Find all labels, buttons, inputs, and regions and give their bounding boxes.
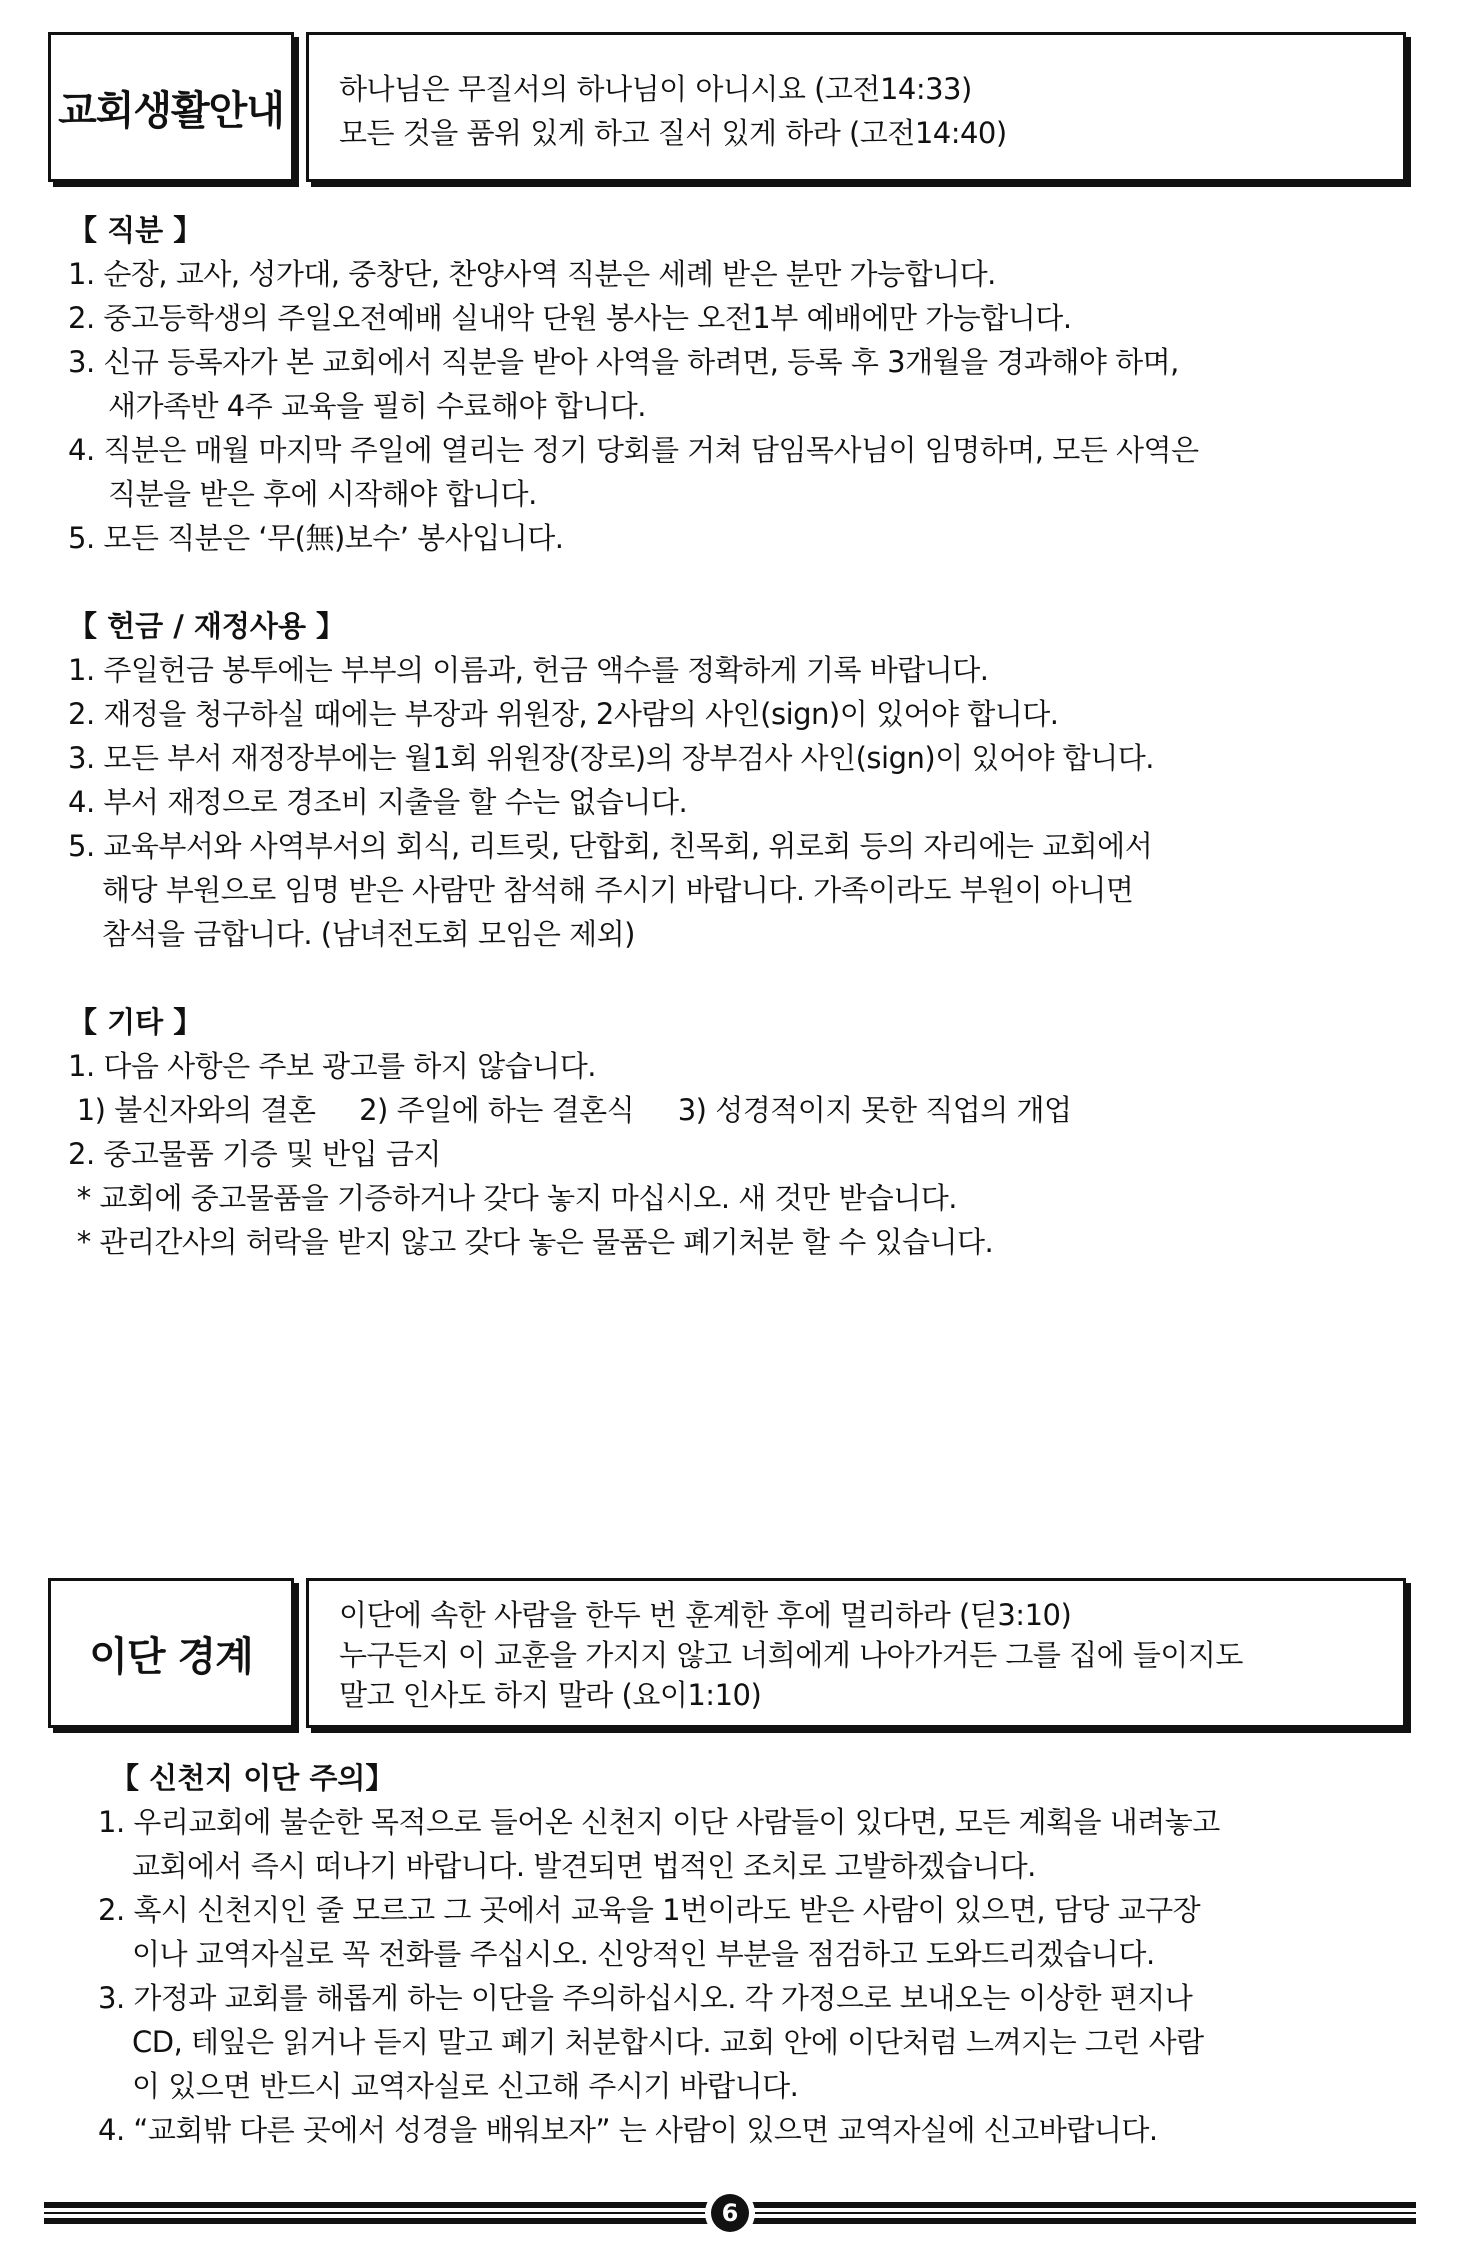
- section2-verse-box: [306, 1578, 1406, 1728]
- section1-verse: 모든 것을 품위 있게 하고 질서 있게 하라 (고전14:40): [339, 116, 1007, 150]
- group-heading: 【 신천지 이단 주의】: [110, 1761, 395, 1795]
- page-footer: [44, 2199, 1416, 2227]
- section2-body: [98, 1756, 1418, 2152]
- list-item: 해당 부원으로 임명 받은 사람만 참석해 주시기 바랍니다. 가족이라도 부원이 아니면: [102, 873, 1134, 907]
- list-item: 2. 혹시 신천지인 줄 모르고 그 곳에서 교육을 1번이라도 받은 사람이 있으면, 담당 교구장: [98, 1893, 1201, 1927]
- list-item: 3. 모든 부서 재정장부에는 월1회 위원장(장로)의 장부검사 사인(sign)이 있어야 합니다.: [68, 741, 1154, 775]
- list-item: 2. 재정을 청구하실 때에는 부장과 위원장, 2사람의 사인(sign)이 있어야 합니다.: [68, 697, 1059, 731]
- list-item: 5. 교육부서와 사역부서의 회식, 리트릿, 단합회, 친목회, 위로회 등의 자리에는 교회에서: [68, 829, 1153, 863]
- group-heading: 【 헌금 / 재정사용 】: [68, 609, 346, 643]
- etc-group: [68, 1000, 1408, 1264]
- list-item: 이나 교역자실로 꼭 전화를 주십시오. 신앙적인 부분을 점검하고 도와드리겠습니다.: [132, 1937, 1155, 1971]
- section2-verse: 누구든지 이 교훈을 가지지 않고 너희에게 나아가거든 그를 집에 들이지도: [339, 1638, 1243, 1672]
- list-item: * 교회에 중고물품을 기증하거나 갖다 놓지 마십시오. 새 것만 받습니다.: [68, 1181, 958, 1215]
- list-item: 참석을 금합니다. (남녀전도회 모임은 제외): [102, 917, 635, 951]
- list-item: CD, 테잎은 읽거나 듣지 말고 폐기 처분합시다. 교회 안에 이단처럼 느껴지는 그런 사람: [132, 2025, 1204, 2059]
- section1-title-box: [48, 32, 294, 182]
- section2-title: 이단 경계: [89, 1633, 253, 1680]
- offering-group: [68, 604, 1408, 956]
- list-item: 3. 신규 등록자가 본 교회에서 직분을 받아 사역을 하려면, 등록 후 3개월을 경과해야 하며,: [68, 345, 1179, 379]
- section2-verse: 말고 인사도 하지 말라 (요이1:10): [339, 1678, 762, 1712]
- list-item: 3. 가정과 교회를 해롭게 하는 이단을 주의하십시오. 각 가정으로 보내오는 이상한 편지나: [98, 1981, 1193, 2015]
- list-item: 1. 주일헌금 봉투에는 부부의 이름과, 헌금 액수를 정확하게 기록 바랍니다.: [68, 653, 989, 687]
- duties-group: [68, 208, 1408, 560]
- section1-title: 교회생활안내: [58, 87, 284, 134]
- list-item: 새가족반 4주 교육을 필히 수료해야 합니다.: [108, 389, 646, 423]
- list-item: 5. 모든 직분은 ‘무(無)보수’ 봉사입니다.: [68, 521, 564, 555]
- list-item: 교회에서 즉시 떠나기 바랍니다. 발견되면 법적인 조치로 고발하겠습니다.: [132, 1849, 1036, 1883]
- list-item: 이 있으면 반드시 교역자실로 신고해 주시기 바랍니다.: [132, 2069, 799, 2103]
- section1-verse: 하나님은 무질서의 하나님이 아니시요 (고전14:33): [339, 72, 972, 106]
- page-number: 6: [711, 2194, 749, 2232]
- section2-title-box: [48, 1578, 294, 1728]
- section2-verse: 이단에 속한 사람을 한두 번 훈계한 후에 멀리하라 (딛3:10): [339, 1598, 1072, 1632]
- list-item: 4. “교회밖 다른 곳에서 성경을 배워보자” 는 사람이 있으면 교역자실에 신고바랍니다.: [98, 2113, 1158, 2147]
- list-item: 2. 중고물품 기증 및 반입 금지: [68, 1137, 441, 1171]
- list-item: * 관리간사의 허락을 받지 않고 갖다 놓은 물품은 폐기처분 할 수 있습니다.: [68, 1225, 994, 1259]
- group-heading: 【 직분 】: [68, 213, 203, 247]
- list-item: 4. 부서 재정으로 경조비 지출을 할 수는 없습니다.: [68, 785, 688, 819]
- section1-verse-box: [306, 32, 1406, 182]
- list-item: 1. 우리교회에 불순한 목적으로 들어온 신천지 이단 사람들이 있다면, 모든 계획을 내려놓고: [98, 1805, 1220, 1839]
- section1-body: [68, 208, 1408, 1264]
- heresy-group: [98, 1756, 1418, 2152]
- list-item: 1. 순장, 교사, 성가대, 중창단, 찬양사역 직분은 세례 받은 분만 가능합니다.: [68, 257, 996, 291]
- list-item: 2. 중고등학생의 주일오전예배 실내악 단원 봉사는 오전1부 예배에만 가능합니다.: [68, 301, 1072, 335]
- list-item: 4. 직분은 매월 마지막 주일에 열리는 정기 당회를 거쳐 담임목사님이 임명하며, 모든 사역은: [68, 433, 1199, 467]
- group-heading: 【 기타 】: [68, 1005, 203, 1039]
- list-item: 1) 불신자와의 결혼 2) 주일에 하는 결혼식 3) 성경적이지 못한 직업의 개업: [68, 1093, 1072, 1127]
- list-item: 직분을 받은 후에 시작해야 합니다.: [108, 477, 537, 511]
- list-item: 1. 다음 사항은 주보 광고를 하지 않습니다.: [68, 1049, 596, 1083]
